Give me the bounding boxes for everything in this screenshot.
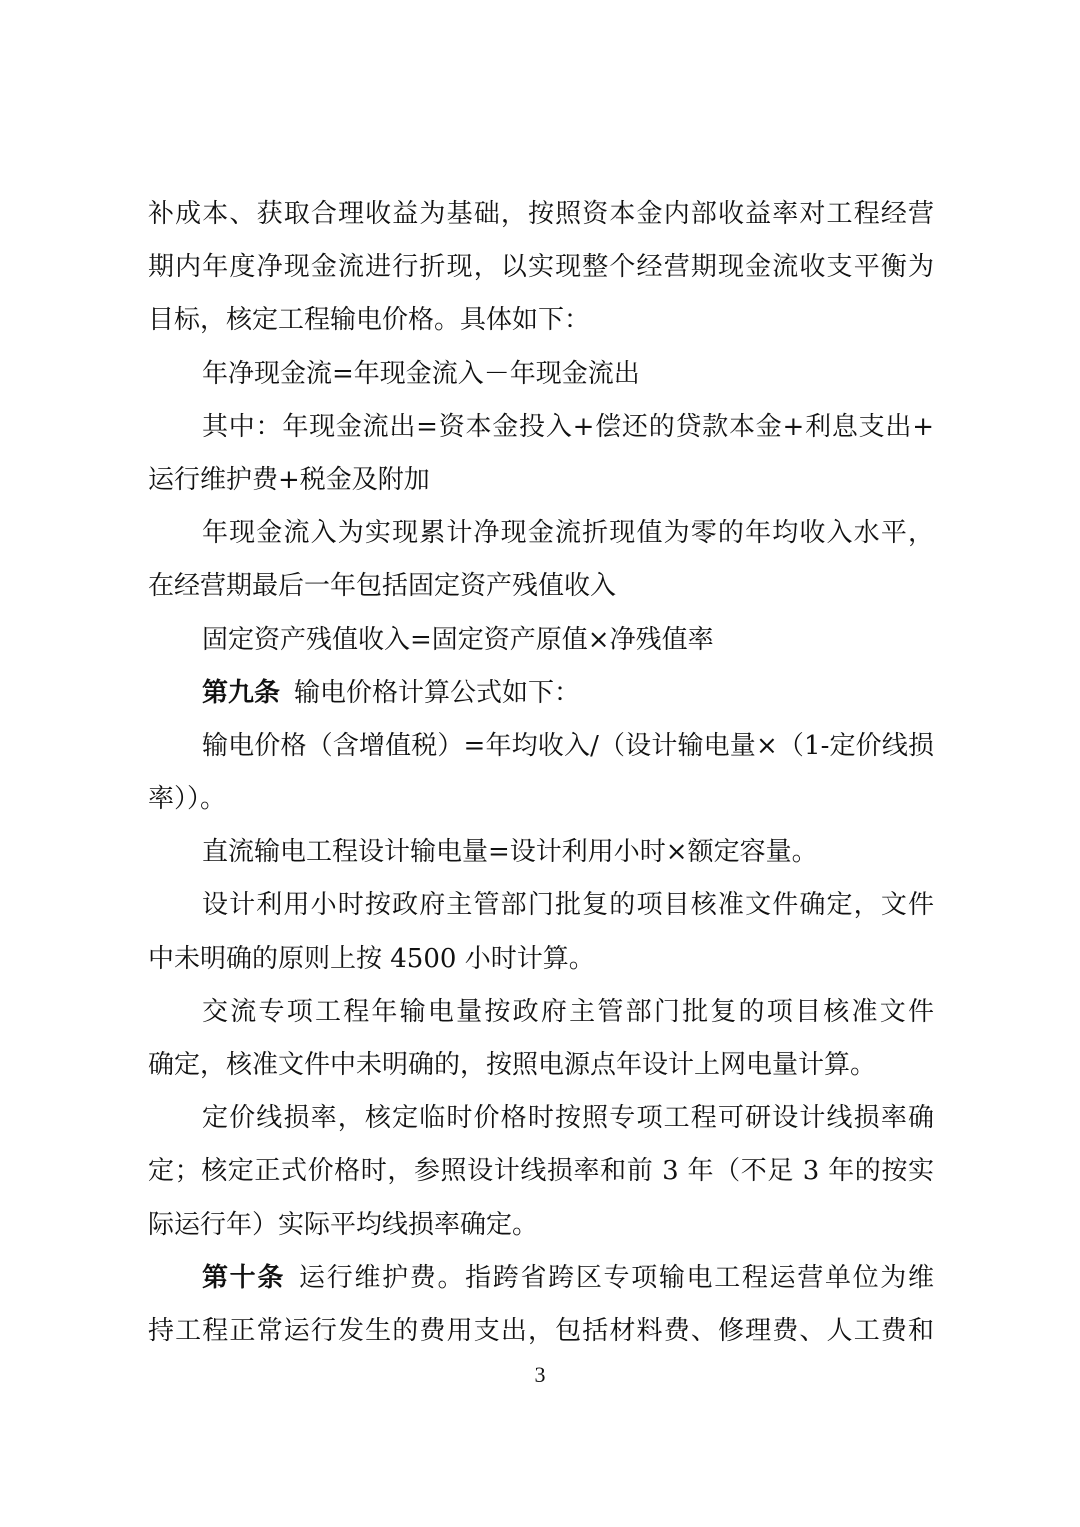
body-text — [148, 188, 934, 1358]
text-line: 年现金流入为实现累计净现金流折现值为零的年均收入水平， — [202, 518, 934, 549]
text-line: 输电价格（含增值税）=年均收入/（设计输电量×（1-定价线损 — [202, 730, 934, 761]
text-line: 其中：年现金流出=资本金投入+偿还的贷款本金+利息支出+ — [202, 411, 934, 442]
text-line: 期内年度净现金流进行折现，以实现整个经营期现金流收支平衡为 — [148, 252, 934, 283]
text-line: 直流输电工程设计输电量=设计利用小时×额定容量。 — [202, 837, 818, 868]
text-line: 补成本、获取合理收益为基础，按照资本金内部收益率对工程经营 — [148, 199, 934, 229]
text-line: 年净现金流=年现金流入－年现金流出 — [202, 358, 640, 389]
text-line: 定；核定正式价格时，参照设计线损率和前 3 年（不足 3 年的按实 — [148, 1156, 934, 1187]
text-line: 固定资产残值收入=固定资产原值×净残值率 — [202, 624, 714, 655]
text-line: 运行维护费+税金及附加 — [148, 464, 430, 495]
text-line: 设计利用小时按政府主管部门批复的项目核准文件确定，文件 — [202, 890, 934, 921]
text-line: 交流专项工程年输电量按政府主管部门批复的项目核准文件 — [202, 996, 934, 1027]
text-line: 目标，核定工程输电价格。具体如下： — [148, 305, 591, 336]
text-line: 定价线损率，核定临时价格时按照专项工程可研设计线损率确 — [202, 1103, 934, 1134]
text-line: 率））。 — [148, 784, 227, 815]
text-line: 确定，核准文件中未明确的，按照电源点年设计上网电量计算。 — [148, 1050, 877, 1080]
text-line: 际运行年）实际平均线损率确定。 — [148, 1209, 539, 1240]
text-line: 在经营期最后一年包括固定资产残值收入 — [148, 571, 617, 602]
page-number: 3 — [534, 1362, 546, 1387]
text-line: 持工程正常运行发生的费用支出，包括材料费、修理费、人工费和 — [148, 1315, 934, 1346]
article-text: 输电价格计算公式如下： — [294, 677, 581, 708]
article-heading: 第十条 — [202, 1262, 286, 1293]
article-line — [148, 1252, 934, 1305]
article-heading: 第九条 — [202, 677, 281, 708]
article-line — [148, 667, 934, 720]
text-line: 中未明确的原则上按 4500 小时计算。 — [148, 943, 595, 974]
article-text: 运行维护费。指跨省跨区专项输电工程运营单位为维 — [299, 1262, 934, 1293]
